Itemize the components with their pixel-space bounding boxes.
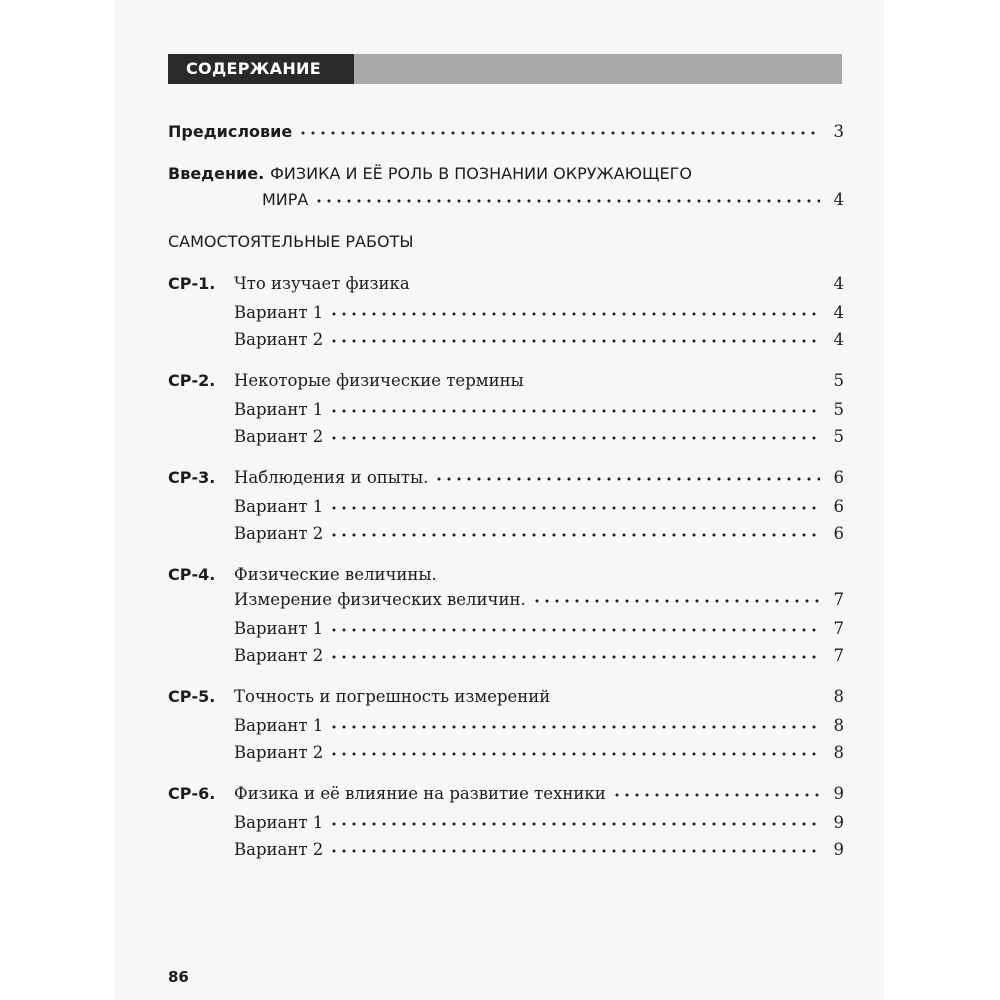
- intro-title-cont: МИРА: [262, 190, 309, 209]
- page-ref: 4: [833, 330, 844, 349]
- dot-leader: [329, 725, 820, 729]
- work-code: СР-5.: [168, 687, 216, 706]
- page-ref: 3: [833, 122, 844, 141]
- toc-entry-sr2: [168, 371, 844, 395]
- page-ref: 5: [833, 371, 844, 390]
- toc-variant: [168, 524, 844, 548]
- dot-leader: [612, 793, 820, 797]
- preface-label: Предисловие: [168, 122, 293, 141]
- page-ref: 5: [833, 427, 844, 446]
- toc-entry-sr5: [168, 687, 844, 711]
- dot-leader: [329, 339, 820, 343]
- dot-leader: [314, 199, 820, 203]
- page-ref: 6: [833, 524, 844, 543]
- variant-label: Вариант 2: [234, 743, 324, 762]
- toc-variant: [168, 497, 844, 521]
- page-ref: 4: [833, 274, 844, 293]
- page-ref: 5: [833, 400, 844, 419]
- variant-label: Вариант 2: [234, 427, 324, 446]
- toc-variant: [168, 716, 844, 740]
- work-code: СР-1.: [168, 274, 216, 293]
- dot-leader: [329, 752, 820, 756]
- intro-title: ФИЗИКА И ЕЁ РОЛЬ В ПОЗНАНИИ ОКРУЖАЮЩЕГО: [270, 164, 692, 183]
- section-title: САМОСТОЯТЕЛЬНЫЕ РАБОТЫ: [168, 232, 414, 251]
- dot-leader: [329, 506, 820, 510]
- toc-entry-sr4-cont: [168, 590, 844, 614]
- variant-label: Вариант 1: [234, 497, 324, 516]
- dot-leader: [329, 312, 820, 316]
- dot-leader: [329, 849, 820, 853]
- variant-label: Вариант 2: [234, 646, 324, 665]
- page-ref: 6: [833, 497, 844, 516]
- page-ref: 7: [833, 619, 844, 638]
- toc-heading: СОДЕРЖАНИЕ: [168, 54, 354, 84]
- dot-leader: [532, 599, 820, 603]
- dot-leader: [434, 477, 820, 481]
- variant-label: Вариант 1: [234, 619, 324, 638]
- toc-entry-sr6: [168, 784, 844, 808]
- toc-entry-sr1: [168, 274, 844, 298]
- work-title: Некоторые физические термины: [234, 371, 524, 390]
- toc-variant: [168, 303, 844, 327]
- toc-variant: [168, 330, 844, 354]
- work-title-cont: Измерение физических величин.: [234, 590, 526, 609]
- toc-variant: [168, 400, 844, 424]
- variant-label: Вариант 2: [234, 524, 324, 543]
- toc-entry-preface: [168, 122, 844, 146]
- work-title: Физические величины.: [234, 565, 437, 584]
- work-title: Наблюдения и опыты.: [234, 468, 429, 487]
- page-ref: 6: [833, 468, 844, 487]
- toc-variant: [168, 743, 844, 767]
- variant-label: Вариант 2: [234, 840, 324, 859]
- intro-label: Введение.: [168, 164, 265, 183]
- page-ref: 8: [833, 687, 844, 706]
- page-ref: 7: [833, 590, 844, 609]
- page-ref: 4: [833, 190, 844, 209]
- toc-variant: [168, 840, 844, 864]
- page-number: 86: [168, 968, 189, 986]
- toc-variant: [168, 813, 844, 837]
- work-title: Физика и её влияние на развитие техники: [234, 784, 606, 803]
- work-title: Что изучает физика: [234, 274, 410, 293]
- toc-entry-intro-cont: [168, 190, 844, 214]
- work-title: Точность и погрешность измерений: [234, 687, 551, 706]
- dot-leader: [329, 409, 820, 413]
- dot-leader: [329, 655, 820, 659]
- variant-label: Вариант 1: [234, 303, 324, 322]
- page-ref: 8: [833, 716, 844, 735]
- work-code: СР-2.: [168, 371, 216, 390]
- work-code: СР-3.: [168, 468, 216, 487]
- toc-entry-sr3: [168, 468, 844, 492]
- toc-variant: [168, 619, 844, 643]
- dot-leader: [329, 436, 820, 440]
- variant-label: Вариант 1: [234, 400, 324, 419]
- toc-variant: [168, 427, 844, 451]
- page-ref: 9: [833, 840, 844, 859]
- variant-label: Вариант 2: [234, 330, 324, 349]
- dot-leader: [298, 131, 820, 135]
- work-code: СР-4.: [168, 565, 216, 584]
- toc-entry-intro: [168, 164, 844, 188]
- dot-leader: [329, 628, 820, 632]
- page-ref: 7: [833, 646, 844, 665]
- work-code: СР-6.: [168, 784, 216, 803]
- variant-label: Вариант 1: [234, 813, 324, 832]
- page-ref: 4: [833, 303, 844, 322]
- toc-entry-sr4: [168, 565, 844, 589]
- variant-label: Вариант 1: [234, 716, 324, 735]
- dot-leader: [329, 822, 820, 826]
- page-ref: 9: [833, 813, 844, 832]
- page-ref: 8: [833, 743, 844, 762]
- dot-leader: [329, 533, 820, 537]
- toc-variant: [168, 646, 844, 670]
- page-ref: 9: [833, 784, 844, 803]
